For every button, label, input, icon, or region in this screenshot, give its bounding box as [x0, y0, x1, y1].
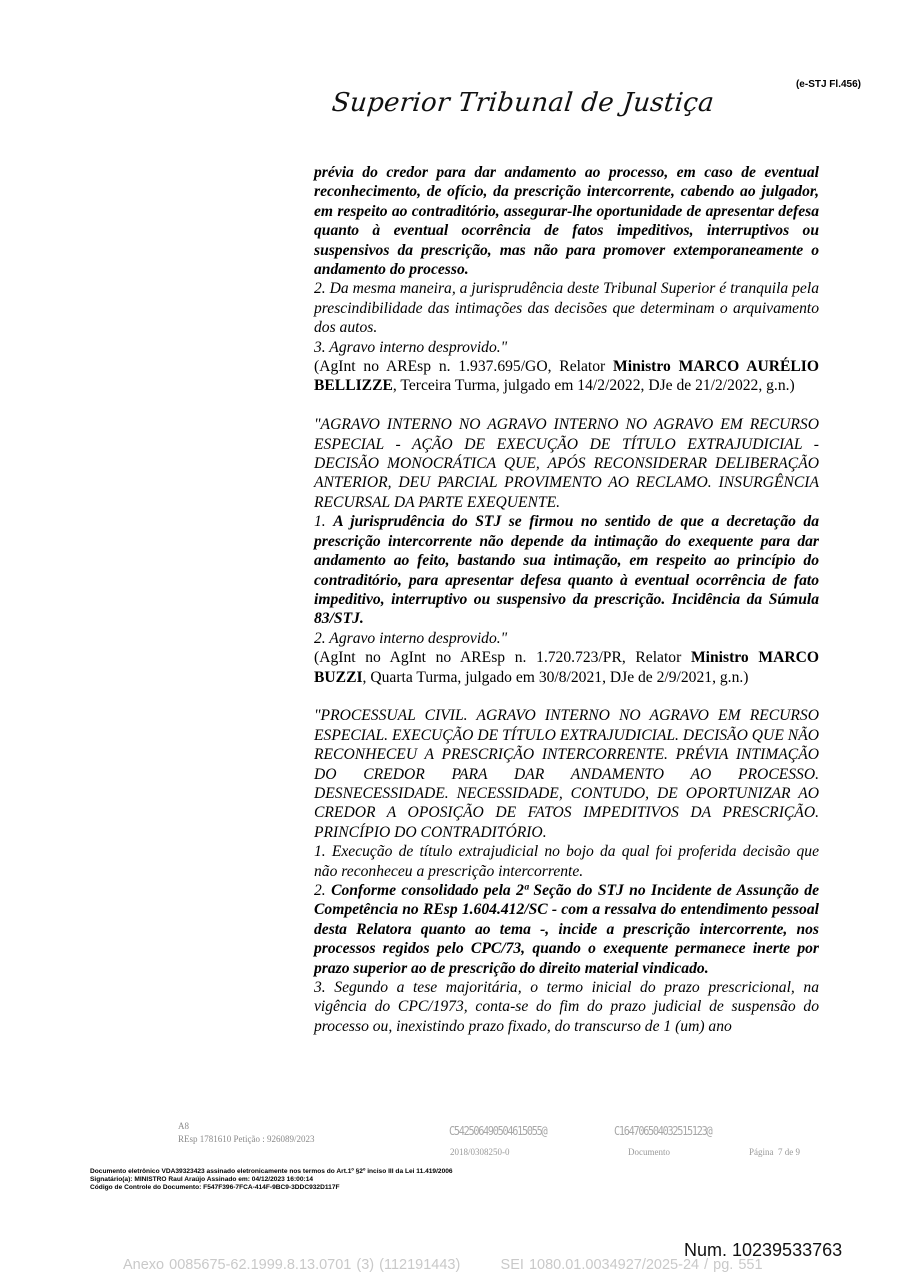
annex-watermark: Anexo 0085675-62.1999.8.13.0701 (3) (112191443) SEI 1080.01.0034927/2025-24 / pg. 551 [123, 1257, 763, 1273]
page-number: Página 7 de 9 [749, 1147, 800, 1157]
barcode-document-caption: Documento [628, 1147, 670, 1157]
quote-heading: "AGRAVO INTERNO NO AGRAVO INTERNO NO AGRAVO EM RECURSO ESPECIAL - AÇÃO DE EXECUÇÃO DE TÍTULO EXTRAJUDICIAL - DECISÃO MONOCRÁTICA QUE, APÓS RECONSIDERAR DELIBERAÇÃO ANTERIOR, DEU PARCIAL PROVIMENTO AO RECLAMO. INSURGÊNCIA RECURSAL DA PARTE EXEQUENTE. [314, 416, 819, 511]
quote-paragraph: 3. Segundo a tese majoritária, o termo inicial do prazo prescricional, na vigência do CPC/1973, conta-se do fim do prazo judicial de suspensão do processo ou, inexistindo prazo fixado, do transcurso de 1 (um) ano [314, 979, 819, 1035]
quote-heading: "PROCESSUAL CIVIL. AGRAVO INTERNO NO AGRAVO EM RECURSO ESPECIAL. EXECUÇÃO DE TÍTULO EXTRAJUDICIAL. DECISÃO QUE NÃO RECONHECEU A PRESCRIÇÃO INTERCORRENTE. PRÉVIA INTIMAÇÃO DO CREDOR PARA DAR ANDAMENTO AO PROCESSO. DESNECESSIDADE. NECESSIDADE, CONTUDO, DE OPORTUNIZAR AO CREDOR A OPOSIÇÃO DE FATOS IMPEDITIVOS DA PRESCRIÇÃO. PRINCÍPIO DO CONTRADITÓRIO. [314, 707, 819, 841]
quote-paragraph: 1. A jurisprudência do STJ se firmou no sentido de que a decretação da prescrição intercorrente não depende da intimação do exequente para dar andamento ao feito, bastando sua intimação, em respeito ao princípio do contraditório, para apresentar defesa quanto à eventual ocorrência de fato impeditivo, interruptivo ou suspensivo da prescrição. Incidência da Súmula 83/STJ. [314, 513, 819, 628]
page-folio-label: (e-STJ Fl.456) [795, 79, 861, 90]
quote-paragraph: prévia do credor para dar andamento ao processo, em caso de eventual reconhecimento, de ofício, da prescrição intercorrente, cabendo ao julgador, em respeito ao contraditório, assegurar-lhe oportunidade de apresentar defesa quanto à eventual ocorrência de fatos impeditivos, interruptivos ou suspensivos da prescrição, mas não para promover extemporaneamente o andamento do processo. [314, 164, 819, 279]
quote-paragraph: 1. Execução de título extrajudicial no bojo da qual foi proferida decisão que não reconheceu a prescrição intercorrente. [314, 843, 819, 880]
footer-reference: A8 REsp 1781610 Petição : 926089/2023 [178, 1121, 315, 1144]
quote-paragraph: 2. Conforme consolidado pela 2ª Seção do STJ no Incidente de Assunção de Competência no REsp 1.604.412/SC - com a ressalva do entendimento pessoal desta Relatora quanto ao tema -, incide a prescrição intercorrente, nos processos regidos pelo CPC/73, quando o exequente permanece inerte por prazo superior ao de prescrição do direito material vindicado. [314, 882, 820, 977]
citation: (AgInt no AREsp n. 1.937.695/GO, Relator Ministro MARCO AURÉLIO BELLIZZE, Terceira Turma, julgado em 14/2/2022, DJe de 21/2/2022, g.n.) [314, 358, 819, 395]
citation: (AgInt no AgInt no AREsp n. 1.720.723/PR, Relator Ministro MARCO BUZZI, Quarta Turma, julgado em 30/8/2021, DJe de 2/9/2021, g.n.) [314, 649, 819, 686]
quote-paragraph: 3. Agravo interno desprovido." [314, 338, 508, 356]
signature-block: Documento eletrônico VDA39323423 assinado eletronicamente nos termos do Art.1º §2º inciso III da Lei 11.419/2006 Signatário(a): MINISTRO Raul Araújo Assinado em: 04/12/2023 16:00:14 Código de Controle do Documento: F547F396-7FCA-414F-9BC9-3DDC932D117F [90, 1168, 453, 1191]
quote-paragraph: 2. Agravo interno desprovido." [314, 629, 508, 647]
citation-rapporteur: Ministro MARCO AURÉLIO BELLIZZE [314, 358, 819, 395]
document-number: Num. 10239533763 [684, 1240, 843, 1260]
citation-rapporteur: Ministro MARCO BUZZI [314, 649, 819, 686]
barcode-document: C164706504032515123@ [614, 1124, 712, 1138]
quote-paragraph: 2. Da mesma maneira, a jurisprudência deste Tribunal Superior é tranquila pela prescindibilidade das intimações das decisões que determinam o arquivamento dos autos. [314, 280, 819, 337]
barcode-process: C542506490504615055@ [449, 1124, 547, 1138]
barcode-process-caption: 2018/0308250-0 [450, 1147, 510, 1157]
document-body [314, 163, 819, 1036]
court-header-title: Superior Tribunal de Justiça [330, 88, 716, 118]
